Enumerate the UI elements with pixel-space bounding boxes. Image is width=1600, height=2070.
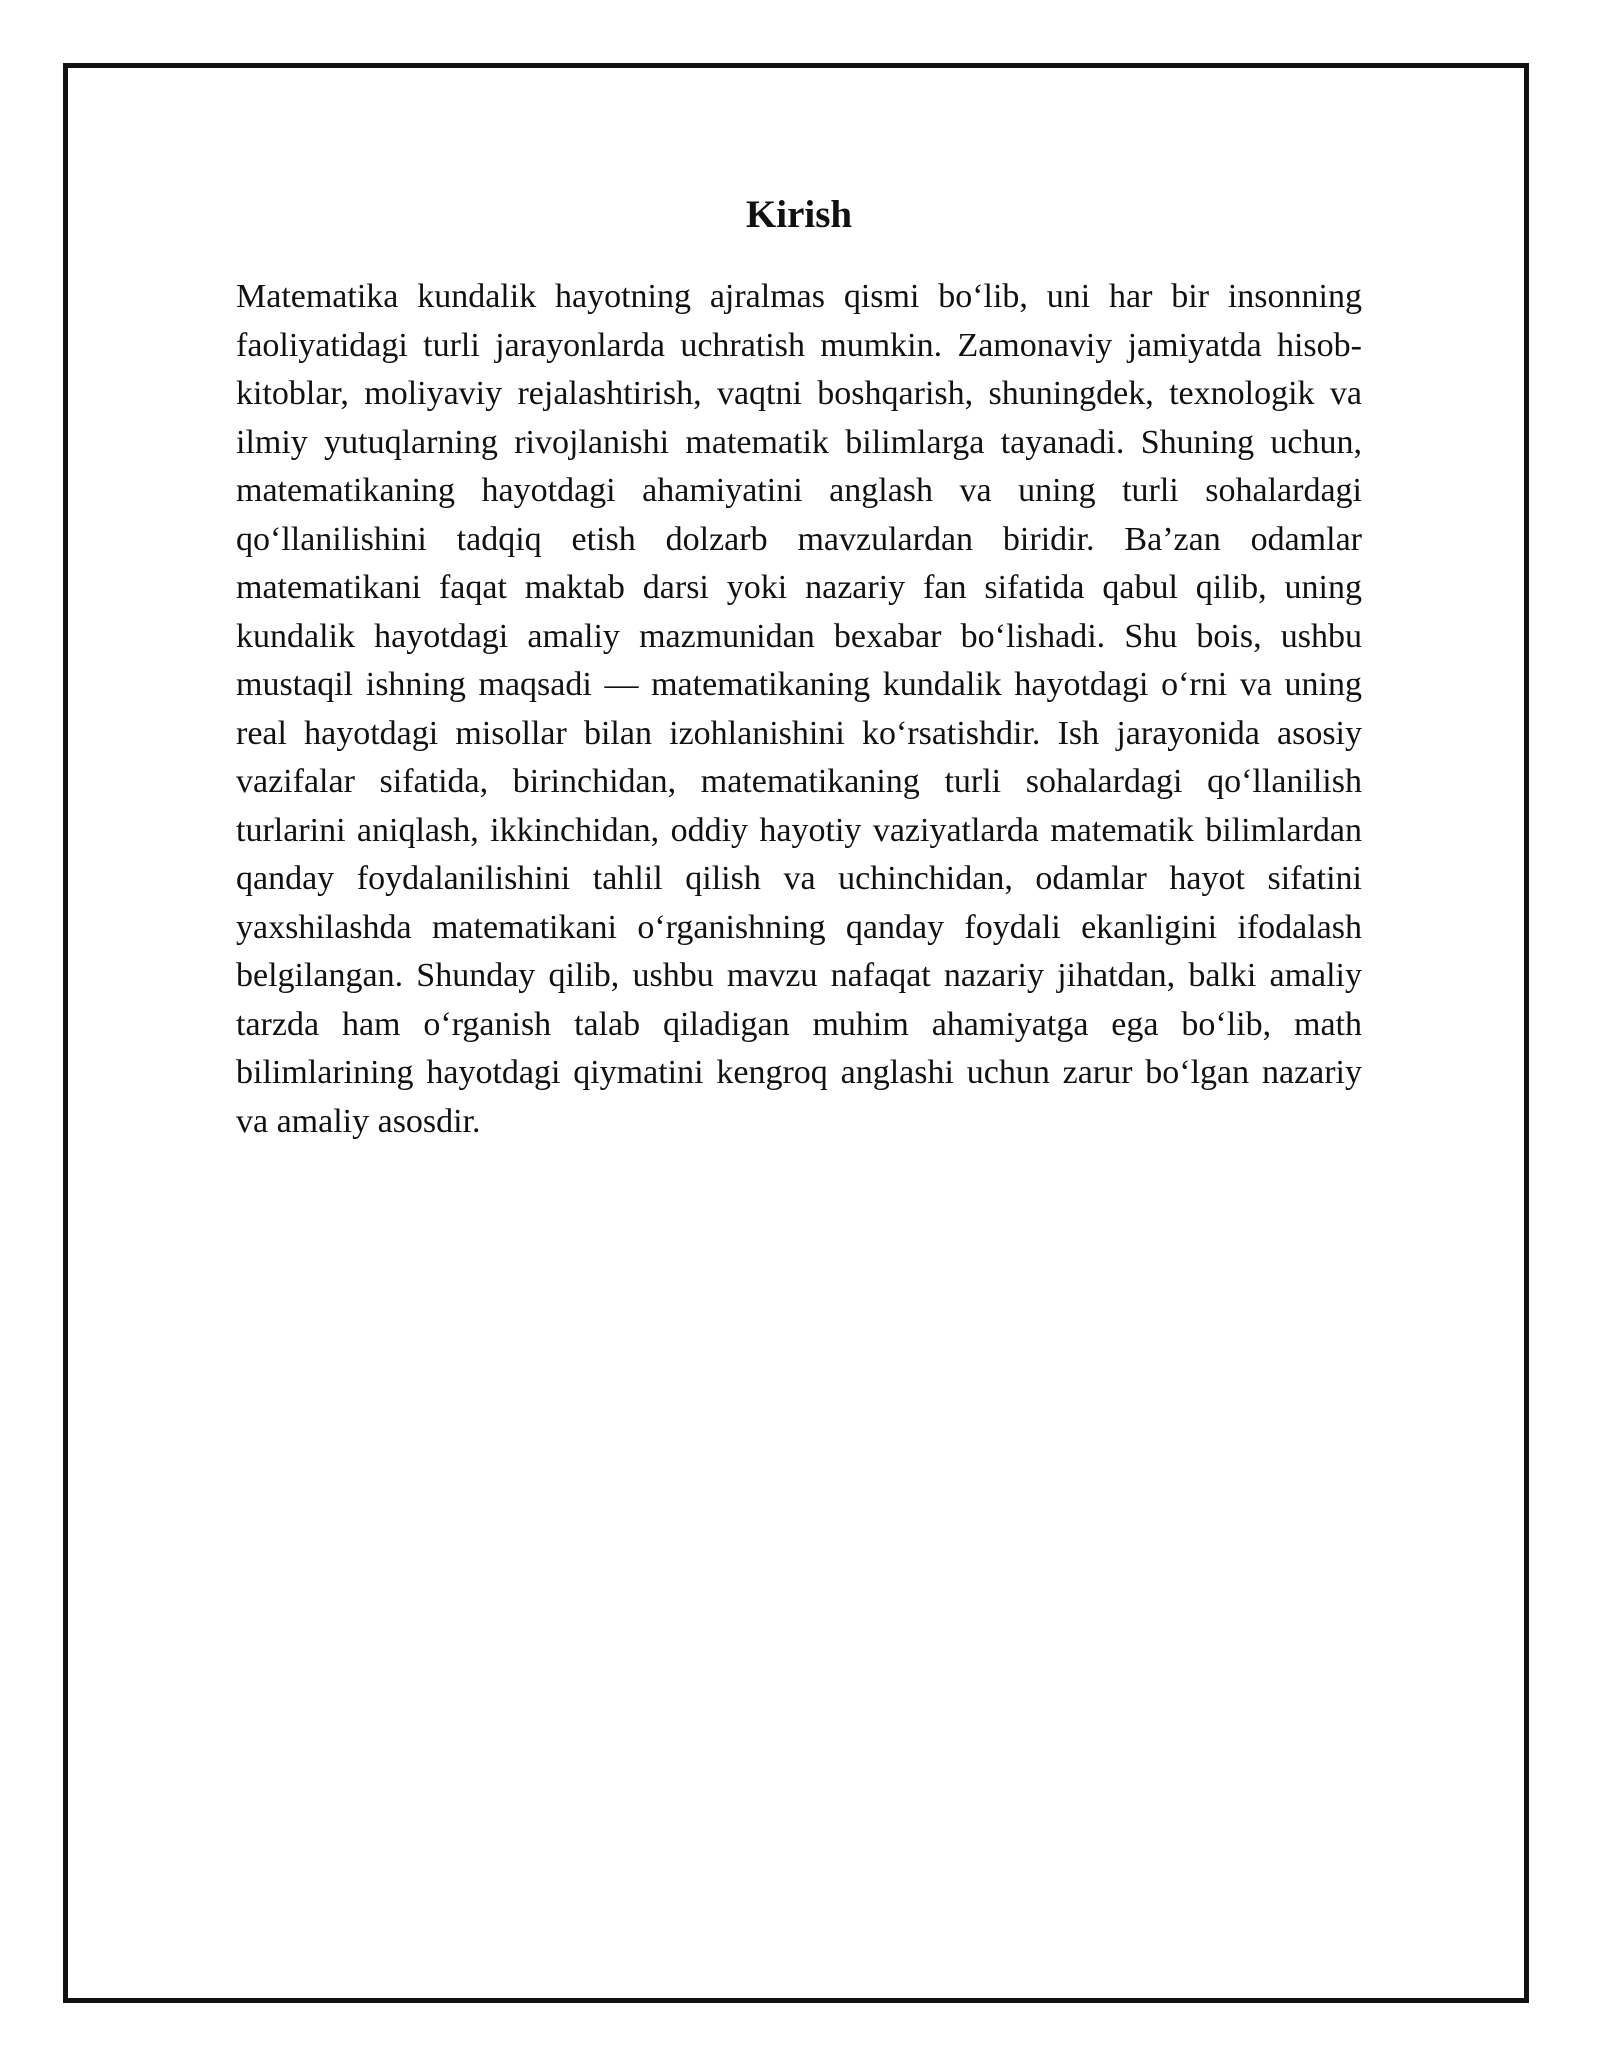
document-content [236, 185, 1362, 1146]
page-title: Kirish [745, 193, 853, 236]
body-paragraph: Matematika kundalik hayotning ajralmas qismi bo‘lib, uni har bir insonning faoliyatidagi turli jarayonlarda uchratish mumkin. Zamonaviy jamiyatda hisob-kitoblar, moliyaviy rejalashtirish, vaqtni boshqarish, shuningdek, texnologik va ilmiy yutuqlarning rivojlanishi matematik bilimlarga tayanadi. Shuning uchun, matematikaning hayotdagi ahamiyatini anglash va uning turli sohalardagi qo‘llanilishini tadqiq etish dolzarb mavzulardan biridir. Ba’zan odamlar matematikani faqat maktab darsi yoki nazariy fan sifatida qabul qilib, uning kundalik hayotdagi amaliy mazmunidan bexabar bo‘lishadi. Shu bois, ushbu mustaqil ishning maqsadi — matematikaning kundalik hayotdagi o‘rni va uning real hayotdagi misollar bilan izohlanishini ko‘rsatishdir. Ish jarayonida asosiy vazifalar sifatida, birinchidan, matematikaning turli sohalardagi qo‘llanilish turlarini aniqlash, ikkinchidan, oddiy hayotiy vaziyatlarda matematik bilimlardan qanday foydalanilishini tahlil qilish va uchinchidan, odamlar hayot sifatini yaxshilashda matematikani o‘rganishning qanday foydali ekanligini ifodalash belgilangan. Shunday qilib, ushbu mavzu nafaqat nazariy jihatdan, balki amaliy tarzda ham o‘rganish talab qiladigan muhim ahamiyatga ega bo‘lib, math bilimlarining hayotdagi qiymatini kengroq anglashi uchun zarur bo‘lgan nazariy va amaliy asosdir. [236, 278, 1362, 1140]
